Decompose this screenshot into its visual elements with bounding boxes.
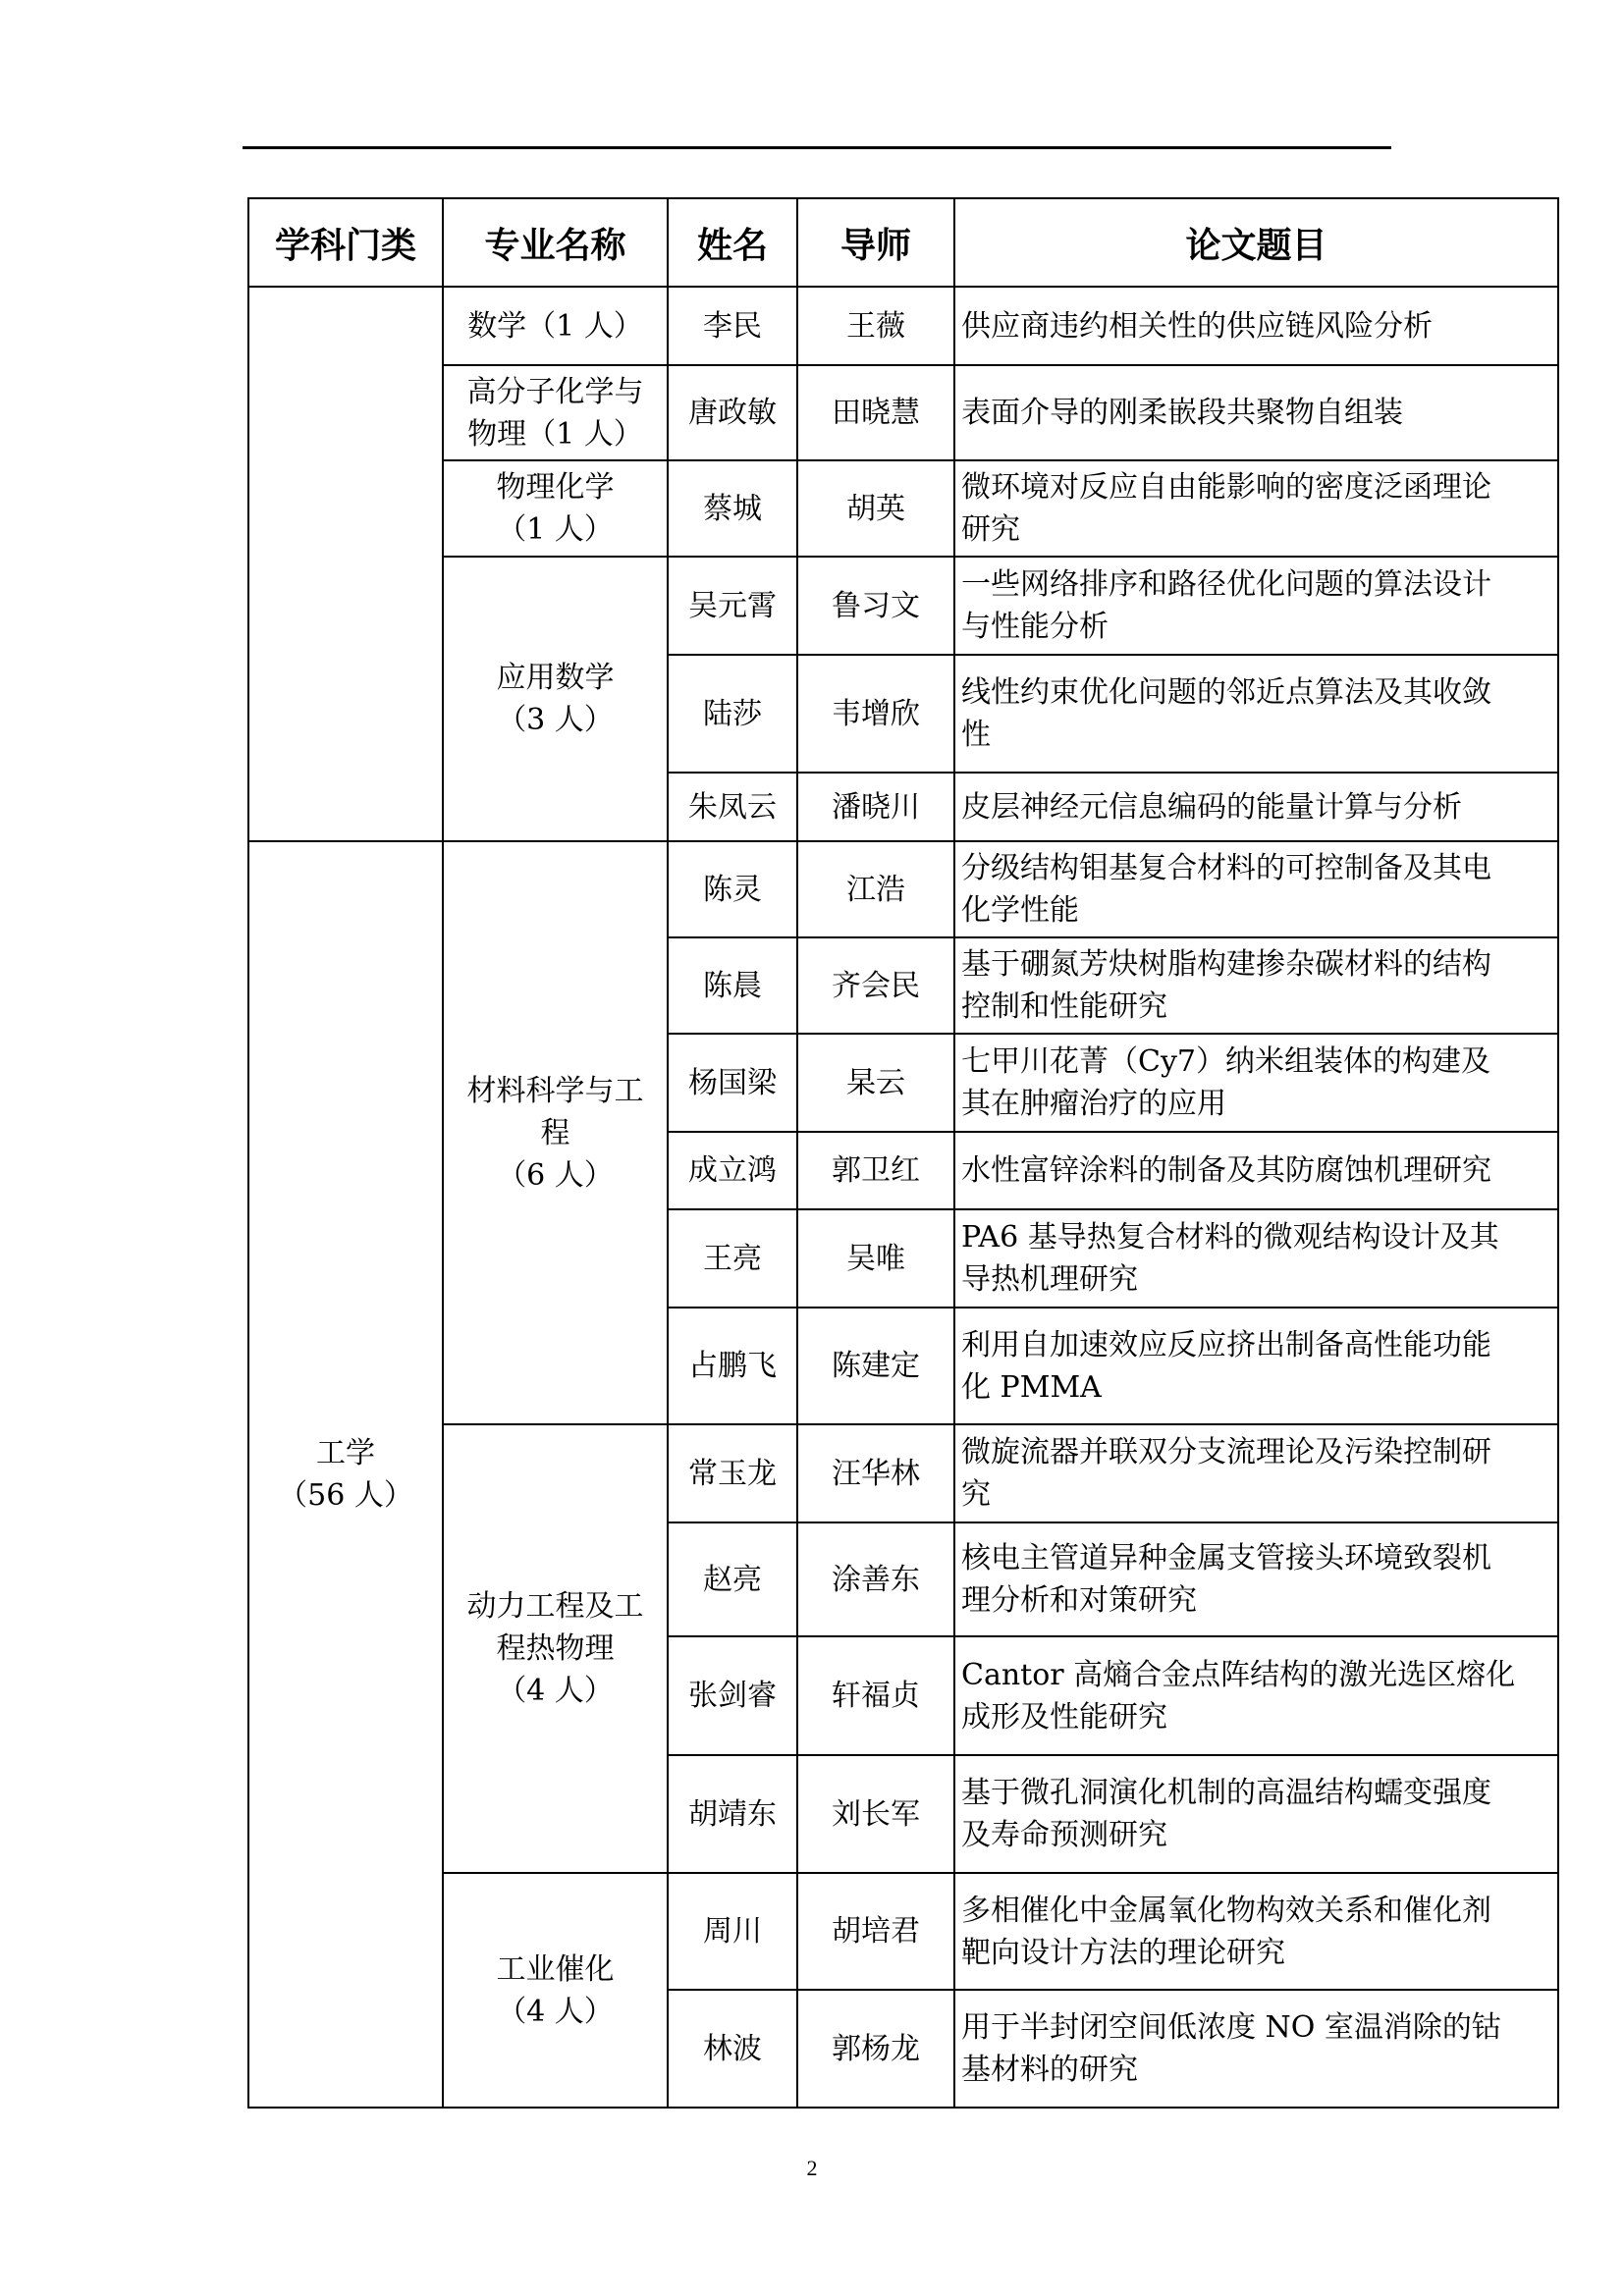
advisor-name: 江浩 [797, 841, 954, 937]
thesis-title: 用于半封闭空间低浓度 NO 室温消除的钴 基材料的研究 [954, 1990, 1558, 2108]
table-header-row [248, 198, 1558, 287]
thesis-table [247, 197, 1559, 2109]
student-name: 李民 [668, 287, 797, 365]
advisor-name: 鲁习文 [797, 557, 954, 655]
header-title: 论文题目 [954, 198, 1558, 287]
thesis-title: 多相催化中金属氧化物构效关系和催化剂 靶向设计方法的理论研究 [954, 1873, 1558, 1990]
student-name: 周川 [668, 1873, 797, 1990]
student-name: 朱凤云 [668, 773, 797, 841]
header-category: 学科门类 [248, 198, 443, 287]
header-major: 专业名称 [443, 198, 668, 287]
student-name: 杨国梁 [668, 1034, 797, 1132]
advisor-name: 田晓慧 [797, 365, 954, 460]
table-row [248, 1873, 1558, 1990]
student-name: 常玉龙 [668, 1424, 797, 1522]
advisor-name: 汪华林 [797, 1424, 954, 1522]
advisor-name: 杲云 [797, 1034, 954, 1132]
thesis-title: 微旋流器并联双分支流理论及污染控制研 究 [954, 1424, 1558, 1522]
student-name: 占鹏飞 [668, 1308, 797, 1424]
thesis-title: PA6 基导热复合材料的微观结构设计及其 导热机理研究 [954, 1209, 1558, 1308]
advisor-name: 齐会民 [797, 937, 954, 1034]
student-name: 林波 [668, 1990, 797, 2108]
major-cell: 应用数学 （3 人） [443, 557, 668, 841]
student-name: 胡靖东 [668, 1755, 797, 1873]
category-cell: 工学 （56 人） [248, 841, 443, 2108]
advisor-name: 潘晓川 [797, 773, 954, 841]
advisor-name: 涂善东 [797, 1522, 954, 1636]
header-advisor: 导师 [797, 198, 954, 287]
table-row [248, 460, 1558, 557]
student-name: 吴元霄 [668, 557, 797, 655]
advisor-name: 韦增欣 [797, 655, 954, 773]
thesis-title: 分级结构钼基复合材料的可控制备及其电 化学性能 [954, 841, 1558, 937]
thesis-title: 核电主管道异种金属支管接头环境致裂机 理分析和对策研究 [954, 1522, 1558, 1636]
advisor-name: 郭卫红 [797, 1132, 954, 1209]
major-cell: 动力工程及工 程热物理 （4 人） [443, 1424, 668, 1873]
header-rule [243, 146, 1391, 149]
table-row [248, 841, 1558, 937]
student-name: 唐政敏 [668, 365, 797, 460]
major-cell: 材料科学与工 程 （6 人） [443, 841, 668, 1424]
table-row [248, 1424, 1558, 1522]
student-name: 张剑睿 [668, 1636, 797, 1755]
table-row [248, 557, 1558, 655]
advisor-name: 王薇 [797, 287, 954, 365]
advisor-name: 陈建定 [797, 1308, 954, 1424]
student-name: 蔡城 [668, 460, 797, 557]
major-cell: 物理化学 （1 人） [443, 460, 668, 557]
thesis-title: 利用自加速效应反应挤出制备高性能功能 化 PMMA [954, 1308, 1558, 1424]
advisor-name: 胡英 [797, 460, 954, 557]
thesis-title: 供应商违约相关性的供应链风险分析 [954, 287, 1558, 365]
major-cell: 工业催化 （4 人） [443, 1873, 668, 2108]
student-name: 王亮 [668, 1209, 797, 1308]
student-name: 陈灵 [668, 841, 797, 937]
student-name: 陈晨 [668, 937, 797, 1034]
advisor-name: 轩福贞 [797, 1636, 954, 1755]
thesis-title: 微环境对反应自由能影响的密度泛函理论 研究 [954, 460, 1558, 557]
advisor-name: 吴唯 [797, 1209, 954, 1308]
advisor-name: 刘长军 [797, 1755, 954, 1873]
thesis-title: Cantor 高熵合金点阵结构的激光选区熔化 成形及性能研究 [954, 1636, 1558, 1755]
table-row [248, 365, 1558, 460]
thesis-title: 七甲川花菁（Cy7）纳米组装体的构建及 其在肿瘤治疗的应用 [954, 1034, 1558, 1132]
thesis-title: 一些网络排序和路径优化问题的算法设计 与性能分析 [954, 557, 1558, 655]
student-name: 陆莎 [668, 655, 797, 773]
student-name: 赵亮 [668, 1522, 797, 1636]
thesis-title: 皮层神经元信息编码的能量计算与分析 [954, 773, 1558, 841]
advisor-name: 郭杨龙 [797, 1990, 954, 2108]
thesis-title: 水性富锌涂料的制备及其防腐蚀机理研究 [954, 1132, 1558, 1209]
thesis-title: 基于硼氮芳炔树脂构建掺杂碳材料的结构 控制和性能研究 [954, 937, 1558, 1034]
thesis-title: 线性约束优化问题的邻近点算法及其收敛 性 [954, 655, 1558, 773]
category-cell [248, 287, 443, 841]
table-row [248, 287, 1558, 365]
advisor-name: 胡培君 [797, 1873, 954, 1990]
header-name: 姓名 [668, 198, 797, 287]
student-name: 成立鸿 [668, 1132, 797, 1209]
thesis-title: 表面介导的刚柔嵌段共聚物自组装 [954, 365, 1558, 460]
page-number: 2 [806, 2156, 818, 2180]
major-cell: 高分子化学与 物理（1 人） [443, 365, 668, 460]
thesis-title: 基于微孔洞演化机制的高温结构蠕变强度 及寿命预测研究 [954, 1755, 1558, 1873]
major-cell: 数学（1 人） [443, 287, 668, 365]
